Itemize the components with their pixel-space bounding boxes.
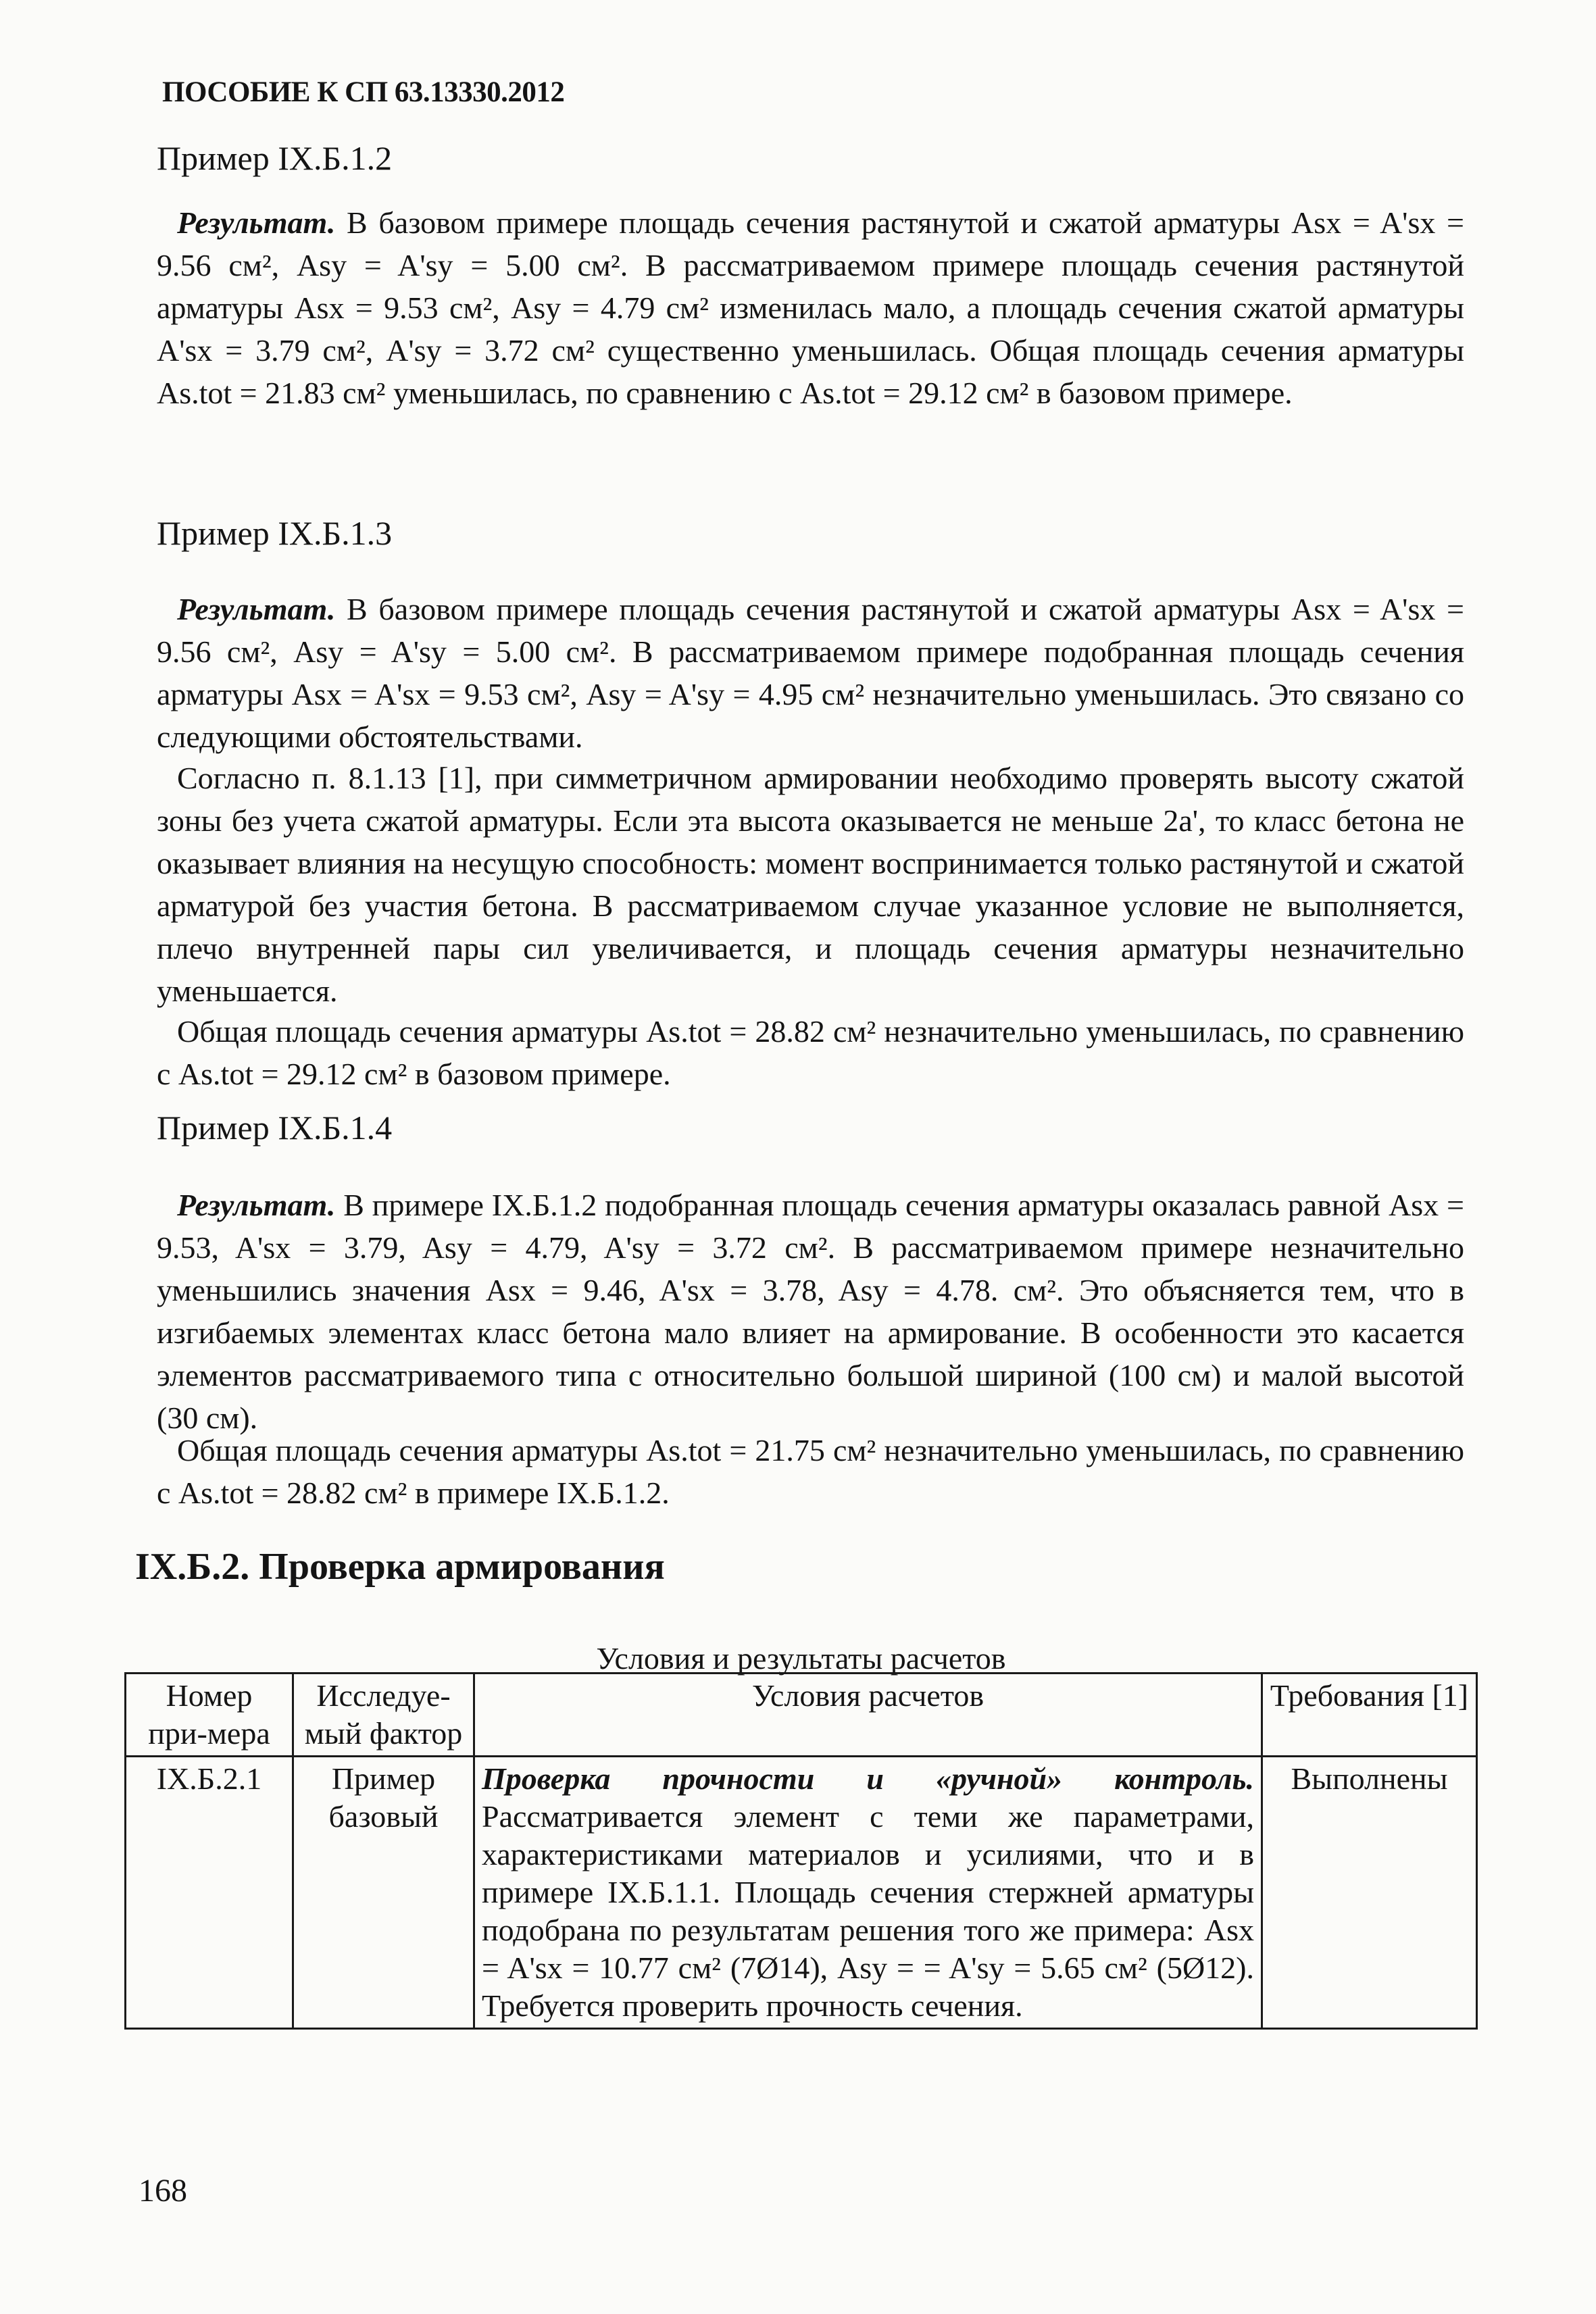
conditions-text: Рассматривается элемент с теми же параметрами, характеристиками материалов и усилиями, что и в примере IX.Б.1.1. Площадь сечения стержней арматуры подобрана по результатам решения того же примера: Asx = A'sx = 10.77 см² (7Ø14), Asy = = A'sy = 5.65 см² (5Ø12). Требуется проверить прочность сечения. [482,1799,1254,2023]
body-paragraph [157,757,1464,1012]
header-requirements: Требования [1] [1262,1674,1477,1757]
result-paragraph [157,588,1464,758]
conditions-title: Проверка прочности и «ручной» контроль. [482,1761,1254,1796]
paragraph-text: В примере IX.Б.1.2 подобранная площадь сечения арматуры оказалась равной Asx = 9.53, A'sx = 3.79, Asy = 4.79, A'sy = 3.72 см². В рассматриваемом примере незначительно уменьшились значения Asx = 9.46, A'sx = 3.78, Asy = 4.78. см². Это объясняется тем, что в изгибаемых элементах класс бетона мало влияет на армирование. В особенности это касается элементов рассматриваемого типа с относительно большой шириной (100 см) и малой высотой (30 см). [157,1188,1464,1435]
table-header-row [126,1674,1477,1757]
running-header: ПОСОБИЕ К СП 63.13330.2012 [162,76,565,108]
example-heading: Пример IX.Б.1.4 [157,1109,393,1147]
paragraph-text: Общая площадь сечения арматуры As.tot = 28.82 см² незначительно уменьшилась, по сравнению с As.tot = 29.12 см² в базовом примере. [157,1014,1464,1091]
example-heading: Пример IX.Б.1.2 [157,139,393,177]
result-paragraph [157,1184,1464,1439]
result-paragraph [157,201,1464,414]
body-paragraph [157,1010,1464,1095]
table-row [126,1757,1477,2029]
cell-number: IX.Б.2.1 [126,1757,293,2029]
table-caption: Условия и результаты расчетов [596,1641,1006,1676]
section-heading: IX.Б.2. Проверка армирования [135,1546,665,1588]
example-heading: Пример IX.Б.1.3 [157,514,393,552]
header-conditions: Условия расчетов [474,1674,1262,1757]
result-lead: Результат. [177,205,336,240]
page-number: 168 [139,2173,187,2209]
cell-factor: Пример базовый [293,1757,474,2029]
result-lead: Результат. [177,1188,336,1222]
paragraph-text: В базовом примере площадь сечения растянутой и сжатой арматуры Asx = A'sx = 9.56 см², Asy = A'sy = 5.00 см². В рассматриваемом примере подобранная площадь сечения арматуры Asx = A'sx = 9.53 см², Asy = A'sy = 4.95 см² незначительно уменьшилась. Это связано со следующими обстоятельствами. [157,592,1464,754]
header-factor: Исследуе-мый фактор [293,1674,474,1757]
body-paragraph [157,1429,1464,1514]
cell-conditions [474,1757,1262,2029]
result-lead: Результат. [177,592,336,626]
paragraph-text: В базовом примере площадь сечения растянутой и сжатой арматуры Asx = A'sx = 9.56 см², Asy = A'sy = 5.00 см². В рассматриваемом примере площадь сечения растянутой арматуры Asx = 9.53 см², Asy = 4.79 см² изменилась мало, а площадь сечения сжатой арматуры A'sx = 3.79 см², A'sy = 3.72 см² существенно уменьшилась. Общая площадь сечения арматуры As.tot = 21.83 см² уменьшилась, по сравнению с As.tot = 29.12 см² в базовом примере. [157,205,1464,410]
paragraph-text: Согласно п. 8.1.13 [1], при симметричном армировании необходимо проверять высоту сжатой зоны без учета сжатой арматуры. Если эта высота оказывается не меньше 2a', то класс бетона не оказывает влияния на несущую способность: момент воспринимается только растянутой и сжатой арматурой без участия бетона. В рассматриваемом случае указанное условие не выполняется, плечо внутренней пары сил увеличивается, и площадь сечения арматуры незначительно уменьшается. [157,761,1464,1008]
paragraph-text: Общая площадь сечения арматуры As.tot = 21.75 см² незначительно уменьшилась, по сравнению с As.tot = 28.82 см² в примере IX.Б.1.2. [157,1433,1464,1510]
header-number: Номер при-мера [126,1674,293,1757]
cell-requirements: Выполнены [1262,1757,1477,2029]
results-table [124,1672,1478,2030]
